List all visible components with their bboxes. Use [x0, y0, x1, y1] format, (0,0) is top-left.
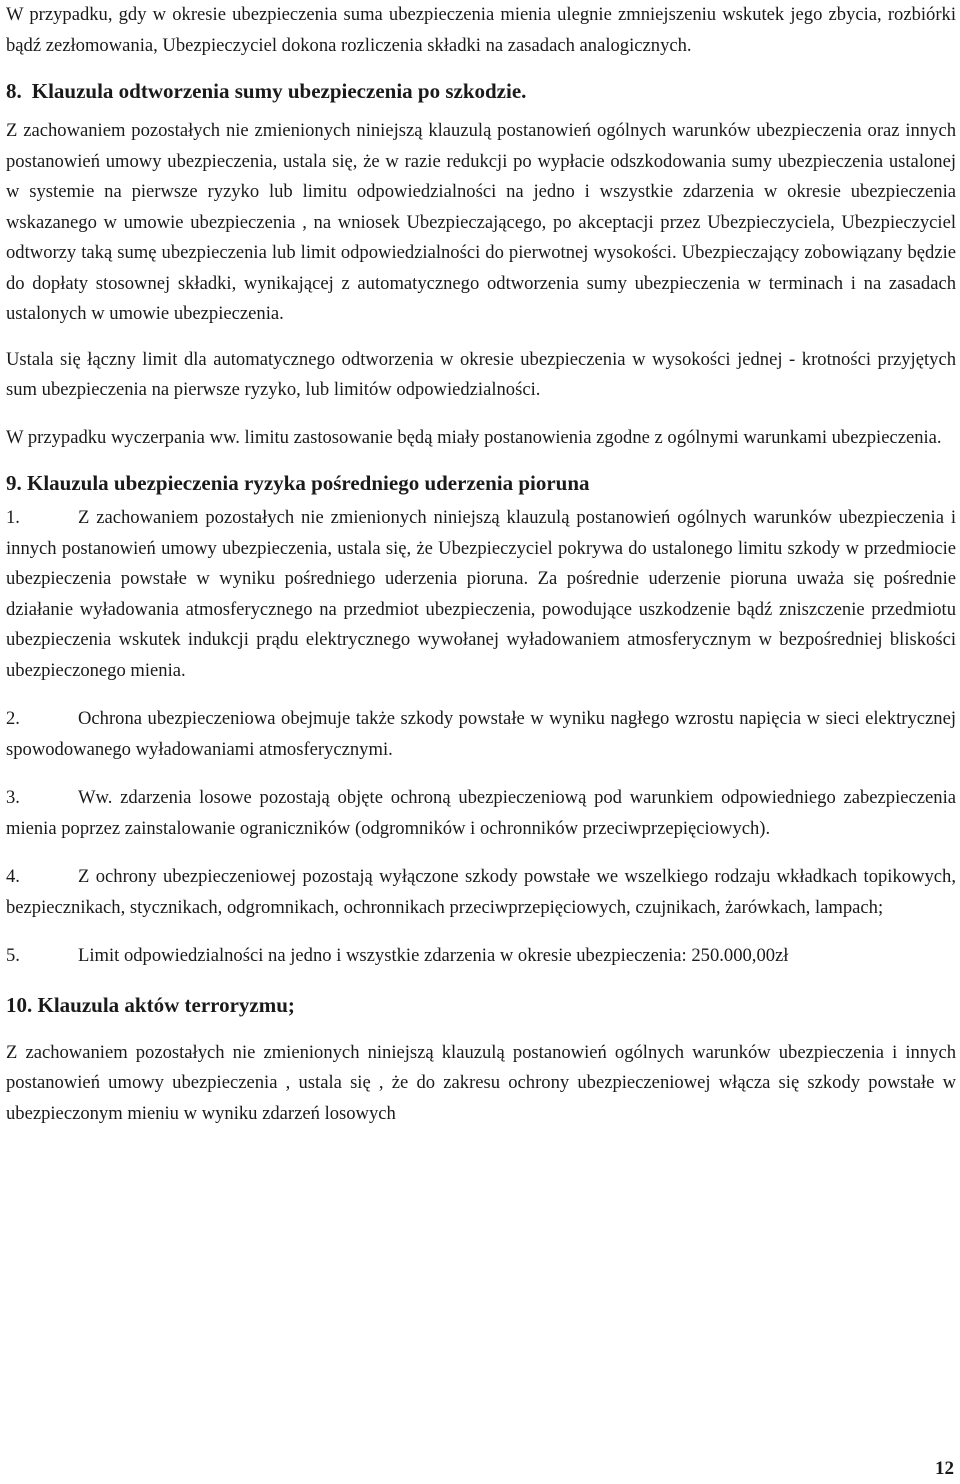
item-text: Z zachowaniem pozostałych nie zmienionych niniejszą klauzulą postanowień ogólnych warunków ubezpieczenia i innych postanowień umowy ubezpieczenia, ustala się, że Ubezpieczyciel pokrywa do ustalonego limitu szkody w przedmiocie ubezpieczenia powstałe w wyniku pośredniego uderzenia pioruna. Za pośrednie uderzenie pioruna uważa się pośrednie działanie wyładowania atmosferycznego na przedmiot ubezpieczenia, powodujące uszkodzenie bądź zniszczenie przedmiotu ubezpieczenia wskutek indukcji prądu elektrycznego wywołanej wyładowaniem atmosferycznym w bezpośredniej bliskości ubezpieczonego mienia.: [6, 507, 956, 681]
section-8-paragraph-1: Z zachowaniem pozostałych nie zmienionych niniejszą klauzulą postanowień ogólnych warunków ubezpieczenia oraz innych postanowień umowy ubezpieczenia, ustala się, że w razie redukcji po wypłacie odszkodowania sumy ubezpieczenia ustalonej w systemie na pierwsze ryzyko lub limitu odpowiedzialności na jedno i wszystkie zdarzenia w okresie ubezpieczenia wskazanego w umowie ubezpieczenia , na wniosek Ubezpieczającego, po akceptacji przez Ubezpieczyciela, Ubezpieczyciel odtworzy taką sumę ubezpieczenia lub limit odpowiedzialności do pierwotnej wysokości. Ubezpieczający zobowiązany będzie do dopłaty stosownej składki, wynikającej z automatycznego odtworzenia sumy ubezpieczenia w terminach i na zasadach ustalonych w umowie ubezpieczenia.: [6, 120, 956, 324]
document-page: [6, 0, 956, 1129]
item-text: Ochrona ubezpieczeniowa obejmuje także szkody powstałe w wyniku nagłego wzrostu napięcia w sieci elektrycznej spowodowanego wyładowaniami atmosferycznymi.: [6, 708, 956, 760]
item-number: 3.: [6, 787, 20, 808]
section-8-paragraph-2: Ustala się łączny limit dla automatycznego odtworzenia w okresie ubezpieczenia w wysokości jednej - krotności przyjętych sum ubezpieczenia na pierwsze ryzyko, lub limitów odpowiedzialności.: [6, 348, 956, 400]
section-9-item-5: [6, 941, 956, 972]
section-9-item-1: [6, 503, 956, 686]
item-number: 2.: [6, 708, 20, 729]
section-8-heading: [6, 76, 956, 106]
section-9-heading: 9. Klauzula ubezpieczenia ryzyka pośredniego uderzenia pioruna: [6, 471, 590, 495]
item-number: 5.: [6, 945, 20, 966]
item-text: Limit odpowiedzialności na jedno i wszystkie zdarzenia w okresie ubezpieczenia: 250.000,00zł: [78, 945, 789, 966]
section-9-item-3: [6, 783, 956, 844]
item-number: 1.: [6, 507, 20, 528]
item-text: Ww. zdarzenia losowe pozostają objęte ochroną ubezpieczeniową pod warunkiem odpowiedniego zabezpieczenia mienia poprzez zainstalowanie ograniczników (odgromników i ochronników przeciwprzepięciowych).: [6, 787, 956, 839]
section-8-title: Klauzula odtworzenia sumy ubezpieczenia po szkodzie.: [31, 79, 527, 103]
page-number: 12: [935, 1458, 954, 1479]
section-9-item-2: [6, 704, 956, 765]
section-8-number: 8.: [6, 79, 22, 103]
item-number: 4.: [6, 866, 20, 887]
section-10-paragraph-1: Z zachowaniem pozostałych nie zmienionych niniejszą klauzulą postanowień ogólnych warunków ubezpieczenia i innych postanowień umowy ubezpieczenia , ustala się , że do zakresu ochrony ubezpieczeniowej włącza się szkody powstałe w ubezpieczonym mieniu w wyniku zdarzeń losowych: [6, 1041, 956, 1124]
section-10-heading: 10. Klauzula aktów terroryzmu;: [6, 992, 295, 1017]
intro-paragraph: W przypadku, gdy w okresie ubezpieczenia suma ubezpieczenia mienia ulegnie zmniejszeniu wskutek jego zbycia, rozbiórki bądź zezłomowania, Ubezpieczyciel dokona rozliczenia składki na zasadach analogicznych.: [6, 4, 956, 56]
section-8-paragraph-3: W przypadku wyczerpania ww. limitu zastosowanie będą miały postanowienia zgodne z ogólnymi warunkami ubezpieczenia.: [6, 426, 942, 448]
section-9-item-4: [6, 862, 956, 923]
item-text: Z ochrony ubezpieczeniowej pozostają wyłączone szkody powstałe we wszelkiego rodzaju wkładkach topikowych, bezpiecznikach, stycznikach, odgromnikach, ochronnikach przeciwprzepięciowych, czujnikach, żarówkach, lampach;: [6, 866, 956, 918]
